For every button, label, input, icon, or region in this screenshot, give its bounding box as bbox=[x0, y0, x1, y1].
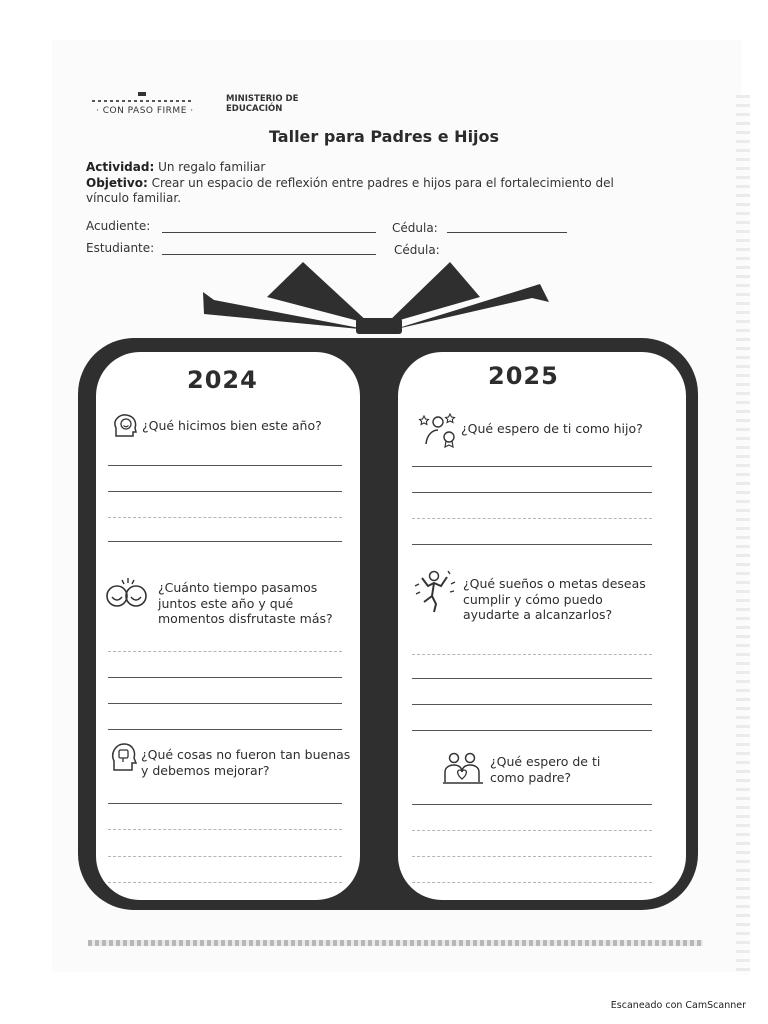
answer-line[interactable] bbox=[108, 829, 342, 830]
student-id-label: Cédula: bbox=[394, 243, 440, 257]
thumbs-down-head-icon bbox=[108, 741, 138, 773]
scanner-watermark: Escaneado con CamScanner bbox=[610, 1000, 746, 1011]
question-what-went-well: ¿Qué hicimos bien este año? bbox=[142, 418, 322, 433]
activity-value: Un regalo familiar bbox=[158, 160, 266, 174]
question-time-together: ¿Cuánto tiempo pasamos juntos este año y qué momentos disfrutaste más? bbox=[158, 580, 333, 626]
answer-line[interactable] bbox=[108, 729, 342, 730]
star-award-icon bbox=[418, 408, 458, 448]
answer-line[interactable] bbox=[108, 491, 342, 492]
guardian-id-label: Cédula: bbox=[392, 221, 438, 235]
answer-line[interactable] bbox=[412, 466, 652, 467]
goal-achiever-icon bbox=[410, 568, 458, 616]
answer-line[interactable] bbox=[108, 882, 342, 883]
question-expect-from-child: ¿Qué espero de ti como hijo? bbox=[461, 421, 643, 436]
answer-line[interactable] bbox=[412, 704, 652, 705]
answer-line[interactable] bbox=[412, 830, 652, 831]
answer-line[interactable] bbox=[412, 492, 652, 493]
answer-line[interactable] bbox=[412, 654, 652, 655]
answer-line[interactable] bbox=[108, 856, 342, 857]
answer-line[interactable] bbox=[108, 803, 342, 804]
ministry-logo-text: MINISTERIO DE EDUCACIÓN bbox=[226, 94, 299, 114]
objective-label: Objetivo: bbox=[86, 176, 148, 190]
answer-line[interactable] bbox=[108, 465, 342, 466]
year-2025-heading: 2025 bbox=[488, 362, 559, 390]
two-smiling-faces-icon bbox=[104, 576, 150, 610]
answer-line[interactable] bbox=[108, 677, 342, 678]
answer-line[interactable] bbox=[412, 518, 652, 519]
answer-line[interactable] bbox=[108, 703, 342, 704]
answer-line[interactable] bbox=[412, 856, 652, 857]
answer-line[interactable] bbox=[108, 541, 342, 542]
answer-line[interactable] bbox=[412, 678, 652, 679]
parents-heart-icon bbox=[442, 752, 484, 784]
answer-line[interactable] bbox=[108, 651, 342, 652]
activity-label: Actividad: bbox=[86, 160, 155, 174]
answer-line[interactable] bbox=[412, 544, 652, 545]
smiling-head-icon bbox=[110, 412, 140, 440]
objective-value: Crear un espacio de reflexión entre padres e hijos para el fortalecimiento del vínculo familiar. bbox=[86, 176, 614, 205]
page-title: Taller para Padres e Hijos bbox=[268, 127, 500, 146]
question-expect-from-parent: ¿Qué espero de ti como padre? bbox=[490, 754, 601, 785]
year-2024-heading: 2024 bbox=[187, 366, 258, 394]
answer-line[interactable] bbox=[108, 517, 342, 518]
logo-left-text: · CON PASO FIRME · bbox=[96, 106, 194, 116]
answer-line[interactable] bbox=[412, 730, 652, 731]
question-dreams-and-goals: ¿Qué sueños o metas deseas cumplir y cómo puedo ayudarte a alcanzarlos? bbox=[463, 576, 646, 622]
scan-edge-bottom bbox=[88, 940, 703, 946]
student-label: Estudiante: bbox=[86, 241, 155, 255]
guardian-label: Acudiente: bbox=[86, 219, 151, 233]
answer-line[interactable] bbox=[412, 804, 652, 805]
question-things-to-improve: ¿Qué cosas no fueron tan buenas y debemos mejorar? bbox=[141, 747, 351, 778]
answer-line[interactable] bbox=[412, 882, 652, 883]
ribbon-bow bbox=[203, 262, 549, 334]
